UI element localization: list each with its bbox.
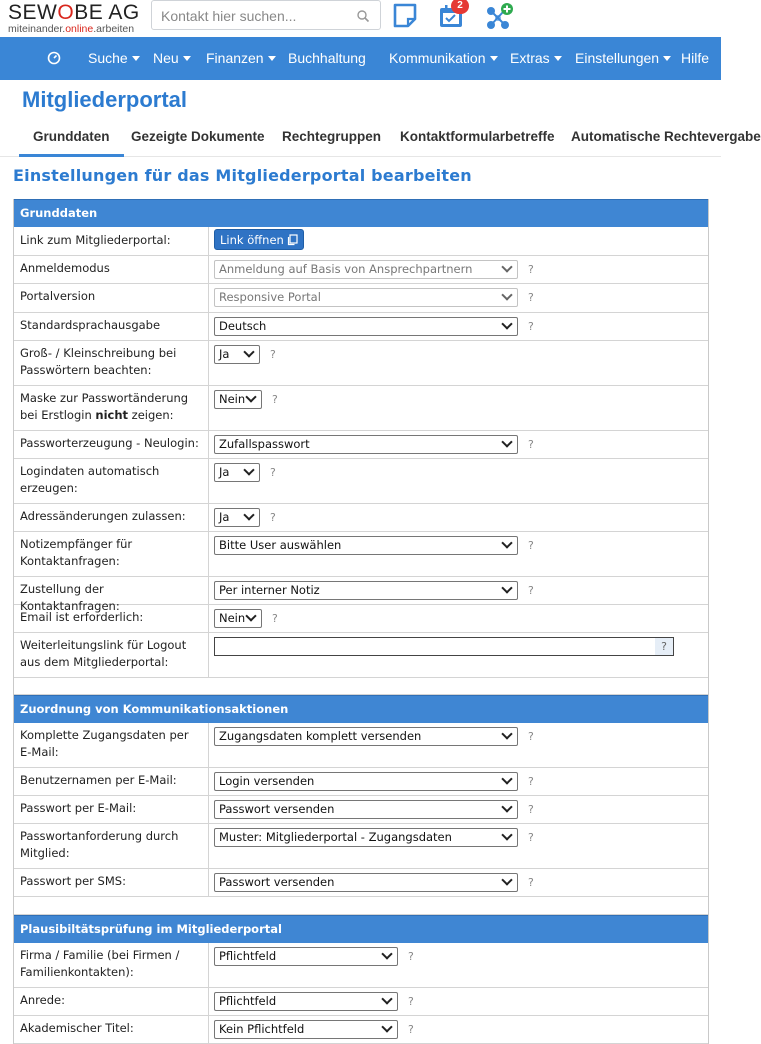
chevron-down-icon <box>501 829 512 840</box>
field-label: Passwort per E-Mail: <box>14 796 209 823</box>
note-recipient-select[interactable]: Bitte User auswählen <box>214 536 518 555</box>
help-icon[interactable]: ? <box>528 876 534 889</box>
username-mail-select[interactable]: Login versenden <box>214 772 518 791</box>
row-passwort-email <box>14 796 708 824</box>
row-anrede <box>14 988 708 1016</box>
sprache-select[interactable]: Deutsch <box>214 317 518 336</box>
tab-automatische-rechtevergabe[interactable]: Automatische Rechtevergabe <box>571 129 761 144</box>
field-label: Passworterzeugung - Neulogin: <box>14 431 209 458</box>
row-notizempfaenger <box>14 532 708 577</box>
help-icon[interactable]: ? <box>528 539 534 552</box>
logo-tagline: miteinander.online.arbeiten <box>8 23 135 35</box>
auto-login-select[interactable]: Ja <box>214 463 260 482</box>
help-icon[interactable]: ? <box>270 348 276 361</box>
field-label: Adressänderungen zulassen: <box>14 504 209 531</box>
help-icon[interactable]: ? <box>270 511 276 524</box>
full-credentials-select[interactable]: Zugangsdaten komplett versenden <box>214 727 518 746</box>
field-label: Portalversion <box>14 284 209 312</box>
chevron-down-icon <box>245 610 256 621</box>
row-logindaten <box>14 459 708 504</box>
help-icon[interactable]: ? <box>270 466 276 479</box>
contact-search[interactable] <box>151 0 381 30</box>
help-icon[interactable]: ? <box>528 803 534 816</box>
tasks-badge: 2 <box>451 0 469 14</box>
row-passworterzeugung <box>14 431 708 459</box>
top-bar <box>0 0 721 37</box>
note-icon[interactable] <box>392 2 418 34</box>
main-nav <box>0 37 721 80</box>
firma-required-select[interactable]: Pflichtfeld <box>214 947 398 966</box>
nav-finanzen[interactable]: Finanzen <box>206 37 276 80</box>
help-icon[interactable]: ? <box>528 263 534 276</box>
chevron-down-icon <box>243 509 254 520</box>
field-label: Akademischer Titel: <box>14 1016 209 1043</box>
help-icon[interactable]: ? <box>528 291 534 304</box>
logout-url-input[interactable] <box>214 637 674 656</box>
chevron-down-icon <box>501 289 512 300</box>
field-label: Email ist erforderlich: <box>14 605 209 632</box>
dashboard-icon[interactable] <box>47 37 61 80</box>
email-required-select[interactable]: Nein <box>214 609 262 628</box>
delivery-select[interactable]: Per interner Notiz <box>214 581 518 600</box>
nav-kommunikation[interactable]: Kommunikation <box>389 37 498 80</box>
chevron-down-icon <box>501 582 512 593</box>
open-link-button[interactable]: Link öffnen <box>214 229 304 250</box>
row-benutzername <box>14 768 708 796</box>
chevron-down-icon <box>245 391 256 402</box>
row-zugangsdaten <box>14 723 708 768</box>
field-label: Standardsprachausgabe <box>14 313 209 340</box>
search-icon[interactable] <box>356 8 370 27</box>
help-icon[interactable]: ? <box>528 438 534 451</box>
help-icon[interactable]: ? <box>528 730 534 743</box>
nav-hilfe[interactable]: Hilfe <box>681 50 710 66</box>
row-adressaenderungen <box>14 504 708 532</box>
row-standardsprachausgabe <box>14 313 708 341</box>
field-label: Maske zur Passwortänderung bei Erstlogin nicht zeigen: <box>14 386 209 430</box>
field-label: Link zum Mitgliederportal: <box>14 227 209 255</box>
field-label: Groß- / Kleinschreibung bei Passwörtern beachten: <box>14 341 209 385</box>
row-firma-familie <box>14 943 708 988</box>
anmeldemodus-select[interactable]: Anmeldung auf Basis von Ansprechpartnern <box>214 260 518 279</box>
field-label: Weiterleitungslink für Logout aus dem Mitgliederportal: <box>14 633 209 677</box>
row-email-erforderlich <box>14 605 708 633</box>
address-change-select[interactable]: Ja <box>214 508 260 527</box>
chevron-down-icon <box>501 436 512 447</box>
tab-kontaktformularbetreffe[interactable]: Kontaktformularbetreffe <box>400 129 555 144</box>
logo[interactable] <box>8 2 140 34</box>
field-label: Logindaten automatisch erzeugen: <box>14 459 209 503</box>
chevron-down-icon <box>501 261 512 272</box>
field-label: Passwort per SMS: <box>14 869 209 896</box>
help-icon[interactable]: ? <box>528 584 534 597</box>
row-anmeldemodus <box>14 256 708 284</box>
group-header-grunddaten: Grunddaten <box>14 199 708 227</box>
nav-extras[interactable]: Extras <box>510 37 562 80</box>
field-label: Anrede: <box>14 988 209 1015</box>
row-zustellung <box>14 577 708 613</box>
case-sensitive-select[interactable]: Ja <box>214 345 260 364</box>
chevron-down-icon <box>501 773 512 784</box>
field-label: Firma / Familie (bei Firmen / Familienkontakten): <box>14 943 209 987</box>
logo-name: SEWOBE AG <box>8 1 140 24</box>
field-label: Passwortanforderung durch Mitglied: <box>14 824 209 868</box>
field-label: Zustellung der Kontaktanfragen: <box>14 577 209 604</box>
row-gross-kleinschreibung <box>14 341 708 386</box>
help-icon[interactable]: ? <box>408 950 414 963</box>
network-add-icon[interactable] <box>483 2 515 36</box>
help-icon[interactable]: ? <box>528 775 534 788</box>
settings-form <box>13 199 709 1044</box>
page-title: Mitgliederportal <box>22 87 188 112</box>
help-icon[interactable]: ? <box>408 1023 414 1036</box>
password-mail-select[interactable]: Passwort versenden <box>214 800 518 819</box>
password-sms-select[interactable]: Passwort versenden <box>214 873 518 892</box>
nav-buchhaltung[interactable]: Buchhaltung <box>288 50 366 66</box>
pw-change-select[interactable]: Nein <box>214 390 262 409</box>
titel-required-select[interactable]: Kein Pflichtfeld <box>214 1020 398 1039</box>
spacer <box>14 678 708 695</box>
row-passwortaenderung <box>14 386 708 431</box>
row-passwort-sms <box>14 869 708 897</box>
nav-suche[interactable]: Suche <box>88 37 140 80</box>
row-passwortanforderung <box>14 824 708 869</box>
field-label: Anmeldemodus <box>14 256 209 283</box>
row-portal-link <box>14 227 708 256</box>
chevron-down-icon <box>501 537 512 548</box>
chevron-down-icon <box>381 993 392 1004</box>
chevron-down-icon <box>501 318 512 329</box>
field-label: Notizempfänger für Kontaktanfragen: <box>14 532 209 576</box>
chevron-down-icon <box>501 874 512 885</box>
help-icon[interactable]: ? <box>272 393 278 406</box>
help-icon[interactable]: ? <box>272 612 278 625</box>
tab-rechtegruppen[interactable]: Rechtegruppen <box>282 129 382 144</box>
spacer <box>14 897 708 915</box>
chevron-down-icon <box>501 801 512 812</box>
tab-gezeigte-dokumente[interactable]: Gezeigte Dokumente <box>131 129 265 144</box>
search-input[interactable] <box>159 7 353 25</box>
help-icon[interactable]: ? <box>408 995 414 1008</box>
help-icon[interactable]: ? <box>655 638 673 655</box>
group-header-plausi: Plausibiltätsprüfung im Mitgliederportal <box>14 915 708 943</box>
chevron-down-icon <box>243 464 254 475</box>
chevron-down-icon <box>381 1021 392 1032</box>
row-weiterleitungslink <box>14 633 708 678</box>
nav-neu[interactable]: Neu <box>153 37 191 80</box>
password-request-select[interactable]: Muster: Mitgliederportal - Zugangsdaten <box>214 828 518 847</box>
portalversion-select[interactable]: Responsive Portal <box>214 288 518 307</box>
chevron-down-icon <box>501 728 512 739</box>
nav-einstellungen[interactable]: Einstellungen <box>575 37 671 80</box>
copy-icon <box>287 234 298 246</box>
help-icon[interactable]: ? <box>528 320 534 333</box>
anrede-required-select[interactable]: Pflichtfeld <box>214 992 398 1011</box>
section-title: Einstellungen für das Mitgliederportal bearbeiten <box>13 166 472 185</box>
pw-generation-select[interactable]: Zufallspasswort <box>214 435 518 454</box>
help-icon[interactable]: ? <box>528 831 534 844</box>
group-header-kommunikation: Zuordnung von Kommunikationsaktionen <box>14 695 708 723</box>
row-akademischer-titel <box>14 1016 708 1044</box>
row-portalversion <box>14 284 708 313</box>
tab-bar <box>0 120 761 157</box>
chevron-down-icon <box>381 948 392 959</box>
field-label: Benutzernamen per E-Mail: <box>14 768 209 795</box>
chevron-down-icon <box>243 346 254 357</box>
tab-grunddaten[interactable]: Grunddaten <box>33 129 110 144</box>
field-label: Komplette Zugangsdaten per E-Mail: <box>14 723 209 767</box>
